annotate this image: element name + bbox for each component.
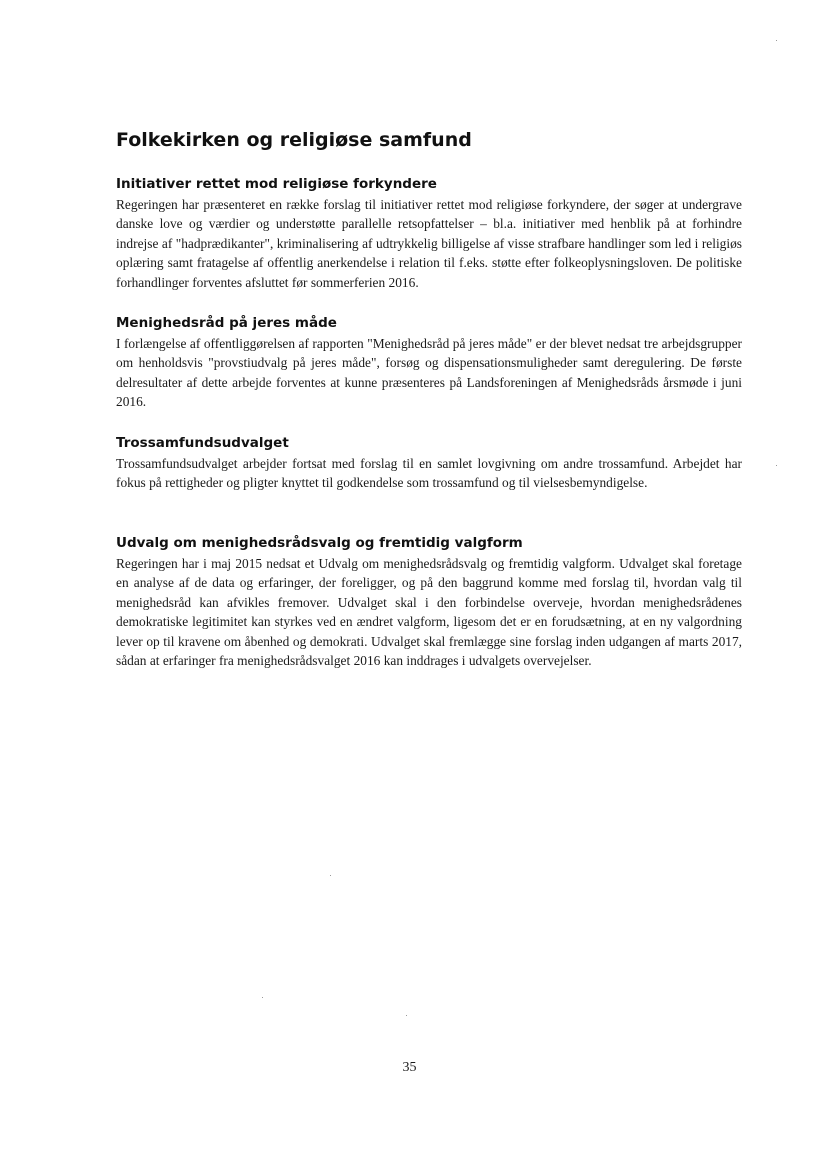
section-body: Regeringen har i maj 2015 nedsat et Udvalg om menighedsrådsvalg og fremtidig valgform. Udvalget skal foretage en analyse af de data og erfaringer, der foreligger, og på den baggrund komme med forslag til, hvordan valg til menighedsråd kan afvikles fremover. Udvalget skal i den forbindelse overveje, hvordan menighedsrådenes demokratiske legitimitet kan styrkes ved en ændret valgform, ligesom det er en forudsætning, at en ny valgordning lever op til kravene om åbenhed og demokrati. Udvalget skal fremlægge sine forslag inden udgangen af marts 2017, sådan at erfaringer fra menighedsrådsvalget 2016 kan inddrages i udvalgets overvejelser. (116, 556, 742, 669)
scan-speck (262, 997, 263, 998)
section-heading: Initiativer rettet mod religiøse forkyndere (116, 176, 437, 192)
section-religious-preachers (116, 176, 742, 292)
scan-speck (406, 1015, 407, 1016)
section-parish-councils (116, 315, 742, 412)
section-heading: Udvalg om menighedsrådsvalg og fremtidig valgform (116, 535, 523, 551)
page-number: 35 (402, 1060, 417, 1075)
section-body: Trossamfundsudvalget arbejder fortsat med forslag til en samlet lovgivning om andre trossamfund. Arbejdet har fokus på rettigheder og pligter knyttet til godkendelse som trossamfund og til vielsesbemyndigelse. (116, 456, 742, 491)
page-title: Folkekirken og religiøse samfund (116, 129, 472, 151)
scan-speck (776, 40, 777, 41)
section-body: I forlængelse af offentliggørelsen af rapporten "Menighedsråd på jeres måde" er der blevet nedsat tre arbejdsgrupper om henholdsvis "provstiudvalg på jeres måde", forsøg og dispensationsmuligheder samt deregulering. De første delresultater af dette arbejde forventes at kunne præsenteres på Landsforeningen af Menighedsråds årsmøde i juni 2016. (116, 336, 742, 410)
section-heading: Menighedsråd på jeres måde (116, 315, 337, 331)
section-body: Regeringen har præsenteret en række forslag til initiativer rettet mod religiøse forkyndere, der søger at undergrave danske love og værdier og understøtte parallelle retsopfattelser – bl.a. initiativer med henblik på at forhindre indrejse af "hadprædikanter", kriminalisering af udtrykkelig billigelse af visse strafbare handlinger som led i religiøs oplæring samt fratagelse af offentlig anerkendelse i relation til f.eks. støtte efter folkeoplysningsloven. De politiske forhandlinger forventes afsluttet før sommerferien 2016. (116, 197, 742, 290)
scan-speck (776, 465, 777, 466)
scan-speck (330, 875, 331, 876)
section-faith-committee (116, 435, 742, 493)
section-heading: Trossamfundsudvalget (116, 435, 289, 451)
section-election-committee (116, 535, 742, 670)
